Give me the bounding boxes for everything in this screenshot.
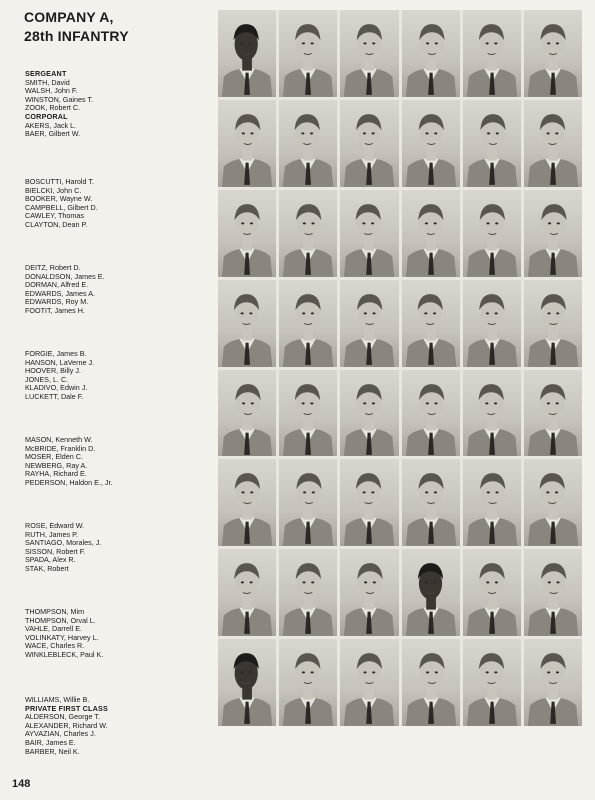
portrait-icon: [402, 10, 460, 97]
portrait-icon: [402, 280, 460, 367]
soldier-name: BAIR, James E.: [25, 737, 76, 747]
portrait-photo: [524, 639, 582, 726]
portrait-icon: [524, 370, 582, 457]
portrait-icon: [279, 280, 337, 367]
portrait-icon: [218, 459, 276, 546]
portrait-icon: [402, 190, 460, 277]
portrait-photo: [524, 280, 582, 367]
portrait-icon: [524, 100, 582, 187]
portrait-photo: [463, 639, 521, 726]
soldier-name: WALSH, John F.: [25, 86, 78, 96]
soldier-name: WINSTON, Gaines T.: [25, 94, 94, 104]
soldier-name: JONES, L. C.: [25, 374, 69, 384]
portrait-icon: [218, 639, 276, 726]
portrait-icon: [524, 639, 582, 726]
portrait-icon: [463, 549, 521, 636]
portrait-photo: [402, 459, 460, 546]
portrait-icon: [340, 190, 398, 277]
soldier-name: McBRIDE, Franklin D.: [25, 443, 96, 453]
portrait-icon: [218, 280, 276, 367]
soldier-name: THOMPSON, Orval L.: [25, 615, 96, 625]
portrait-icon: [463, 370, 521, 457]
page-number: 148: [12, 778, 31, 790]
portrait-photo: [463, 190, 521, 277]
portrait-icon: [279, 190, 337, 277]
soldier-name: SMITH, David: [25, 77, 70, 87]
soldier-name: PEDERSON, Haldon E., Jr.: [25, 477, 113, 487]
roster-group: [25, 178, 98, 230]
portrait-photo: [402, 370, 460, 457]
portrait-icon: [340, 370, 398, 457]
portrait-icon: [524, 459, 582, 546]
portrait-grid: [218, 10, 582, 726]
portrait-icon: [463, 639, 521, 726]
soldier-name: BAER, Gilbert W.: [25, 129, 81, 139]
roster-names-column: [25, 0, 215, 800]
portrait-icon: [340, 549, 398, 636]
portrait-icon: [279, 370, 337, 457]
soldier-name: THOMPSON, Mim: [25, 607, 85, 616]
portrait-photo: [340, 100, 398, 187]
portrait-icon: [218, 190, 276, 277]
portrait-photo: [279, 100, 337, 187]
roster-group: [25, 70, 93, 139]
portrait-photo: [279, 280, 337, 367]
portrait-icon: [524, 190, 582, 277]
portrait-icon: [524, 549, 582, 636]
soldier-name: LUCKETT, Dale F.: [25, 391, 84, 401]
portrait-photo: [279, 639, 337, 726]
portrait-icon: [402, 370, 460, 457]
portrait-photo: [340, 190, 398, 277]
portrait-icon: [218, 10, 276, 97]
portrait-photo: [402, 639, 460, 726]
soldier-name: VOLINKATY, Harvey L.: [25, 632, 99, 642]
roster-group: [25, 436, 112, 488]
portrait-icon: [524, 280, 582, 367]
portrait-photo: [340, 459, 398, 546]
soldier-name: AYVAZIAN, Charles J.: [25, 729, 96, 739]
portrait-photo: [524, 459, 582, 546]
soldier-name: HANSON, LaVerne J.: [25, 357, 95, 367]
portrait-photo: [340, 10, 398, 97]
portrait-photo: [279, 190, 337, 277]
portrait-photo: [279, 459, 337, 546]
portrait-photo: [279, 370, 337, 457]
roster-group: [25, 608, 103, 660]
soldier-name: FORGIE, James B.: [25, 349, 87, 358]
portrait-icon: [279, 639, 337, 726]
portrait-photo: [402, 100, 460, 187]
soldier-name: RUTH, James P.: [25, 529, 78, 539]
portrait-icon: [402, 459, 460, 546]
soldier-name: AKERS, Jack L.: [25, 120, 77, 130]
portrait-icon: [279, 100, 337, 187]
soldier-name: KLADIVO, Edwin J.: [25, 383, 88, 393]
portrait-icon: [402, 639, 460, 726]
portrait-icon: [340, 459, 398, 546]
portrait-icon: [463, 10, 521, 97]
portrait-photo: [524, 190, 582, 277]
soldier-name: ZOOK, Robert C.: [25, 103, 81, 113]
soldier-name: FOOTIT, James H.: [25, 305, 85, 315]
portrait-photo: [463, 459, 521, 546]
soldier-name: CAWLEY, Thomas: [25, 211, 84, 221]
soldier-name: HOOVER, Billy J.: [25, 366, 81, 376]
portrait-photo: [340, 639, 398, 726]
portrait-photo: [463, 10, 521, 97]
soldier-name: RAYHA, Richard E.: [25, 469, 87, 479]
heading-unit: 28th INFANTRY: [24, 28, 129, 44]
soldier-name: WACE, Charles R.: [25, 641, 85, 651]
soldier-name: WINKLEBLECK, Paul K.: [25, 649, 104, 659]
soldier-name: DORMAN, Alfred E.: [25, 280, 89, 290]
soldier-name: BIELCKI, John C.: [25, 185, 82, 195]
portrait-icon: [218, 370, 276, 457]
portrait-photo: [218, 549, 276, 636]
soldier-name: CAMPBELL, Gilbert D.: [25, 202, 98, 212]
portrait-icon: [463, 459, 521, 546]
portrait-photo: [402, 10, 460, 97]
portrait-photo: [340, 370, 398, 457]
rank-heading: SERGEANT: [25, 69, 67, 78]
portrait-photo: [463, 100, 521, 187]
portrait-icon: [218, 100, 276, 187]
portrait-photo: [524, 549, 582, 636]
portrait-icon: [279, 549, 337, 636]
portrait-photo: [218, 280, 276, 367]
portrait-icon: [463, 190, 521, 277]
roster-group: [25, 350, 94, 402]
soldier-name: BOOKER, Wayne W.: [25, 194, 93, 204]
soldier-name: VAHLE, Darrell E.: [25, 624, 82, 634]
soldier-name: BARBER, Neil K.: [25, 746, 80, 756]
portrait-photo: [463, 280, 521, 367]
soldier-name: EDWARDS, Roy M.: [25, 297, 89, 307]
soldier-name: MOSER, Elden C.: [25, 452, 83, 462]
soldier-name: EDWARDS, James A.: [25, 288, 96, 298]
portrait-photo: [524, 100, 582, 187]
portrait-icon: [340, 639, 398, 726]
portrait-icon: [279, 459, 337, 546]
portrait-icon: [218, 549, 276, 636]
soldier-name: WILLIAMS, Willie B.: [25, 695, 90, 704]
portrait-photo: [279, 549, 337, 636]
portrait-photo: [524, 10, 582, 97]
portrait-photo: [463, 549, 521, 636]
soldier-name: STAK, Robert: [25, 563, 69, 573]
rank-heading: CORPORAL: [25, 111, 68, 121]
soldier-name: DONALDSON, James E.: [25, 271, 105, 281]
portrait-photo: [279, 10, 337, 97]
roster-group: [25, 696, 108, 756]
portrait-photo: [340, 549, 398, 636]
soldier-name: SANTIAGO, Morales, J.: [25, 538, 102, 548]
portrait-icon: [463, 100, 521, 187]
portrait-icon: [402, 549, 460, 636]
portrait-icon: [340, 100, 398, 187]
soldier-name: BOSCUTTI, Harold T.: [25, 177, 94, 186]
portrait-icon: [463, 280, 521, 367]
portrait-photo: [340, 280, 398, 367]
rank-heading: PRIVATE FIRST CLASS: [25, 703, 108, 713]
portrait-icon: [524, 10, 582, 97]
soldier-name: ROSE, Edward W.: [25, 521, 85, 530]
portrait-icon: [340, 280, 398, 367]
portrait-icon: [340, 10, 398, 97]
portrait-photo: [218, 190, 276, 277]
soldier-name: DEITZ, Robert D.: [25, 263, 81, 272]
portrait-photo: [402, 549, 460, 636]
soldier-name: ALDERSON, George T.: [25, 712, 100, 722]
portrait-photo: [218, 459, 276, 546]
portrait-photo: [218, 370, 276, 457]
roster-group: [25, 264, 104, 316]
portrait-photo: [463, 370, 521, 457]
soldier-name: NEWBERG, Ray A.: [25, 460, 88, 470]
soldier-name: ALEXANDER, Richard W.: [25, 720, 108, 730]
soldier-name: CLAYTON, Dean P.: [25, 219, 88, 229]
roster-group: [25, 522, 101, 574]
portrait-photo: [402, 280, 460, 367]
soldier-name: MASON, Kenneth W.: [25, 435, 93, 444]
portrait-photo: [524, 370, 582, 457]
heading-company: COMPANY A,: [24, 9, 114, 25]
portrait-photo: [218, 639, 276, 726]
portrait-icon: [279, 10, 337, 97]
portrait-photo: [402, 190, 460, 277]
soldier-name: SISSON, Robert F.: [25, 546, 86, 556]
portrait-icon: [402, 100, 460, 187]
portrait-photo: [218, 10, 276, 97]
portrait-photo: [218, 100, 276, 187]
soldier-name: SPADA, Alex R.: [25, 555, 76, 565]
